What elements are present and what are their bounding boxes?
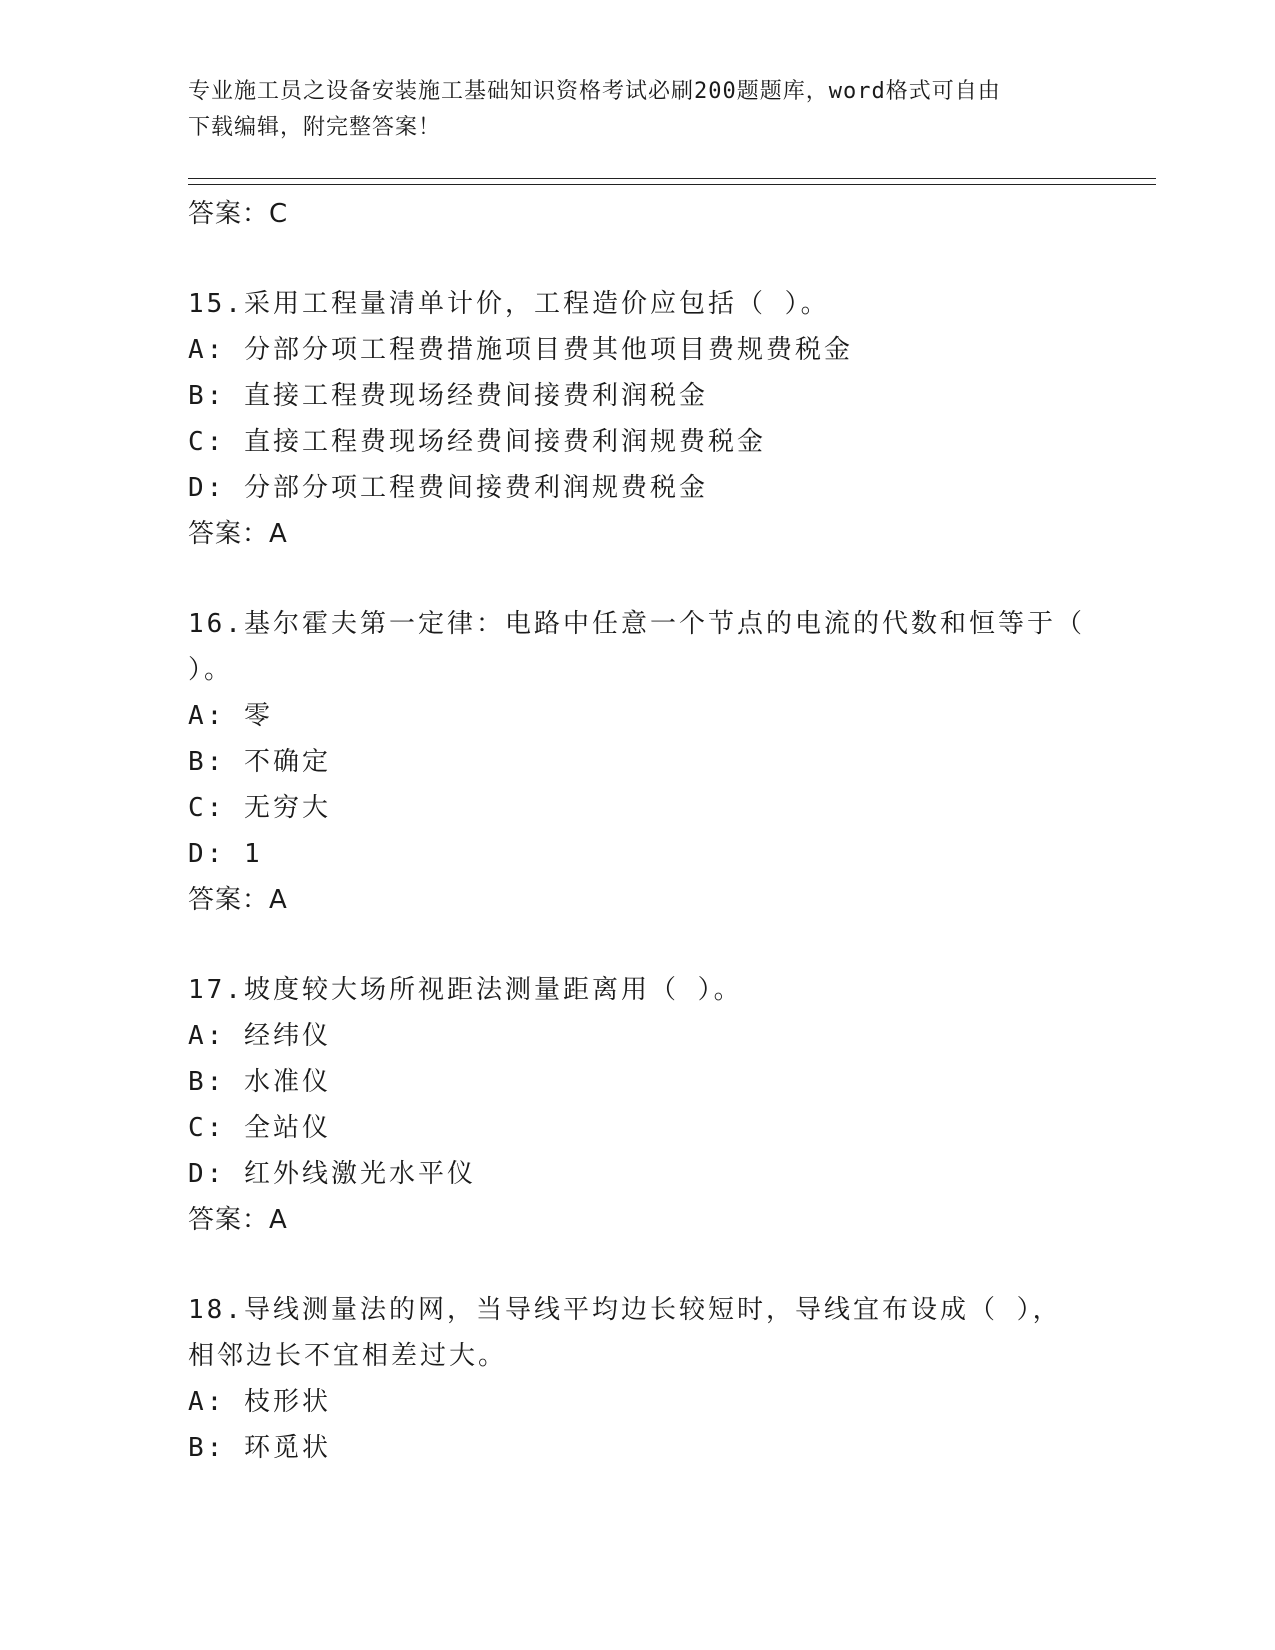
option-b: B: 水准仪 [188, 1067, 331, 1097]
option-a: A: 枝形状 [188, 1387, 331, 1417]
question-text-line-2: 相邻边长不宜相差过大。 [188, 1341, 508, 1371]
header-divider [188, 178, 1156, 185]
question-text-line-2: ）。 [188, 655, 234, 685]
document-header [188, 74, 1068, 146]
question-17 [188, 967, 1088, 1243]
option-a: A: 分部分项工程费措施项目费其他项目费规费税金 [188, 335, 853, 365]
header-line-2: 下载编辑，附完整答案！ [188, 115, 442, 140]
option-d: D: 1 [188, 839, 263, 869]
answer-14: 答案：C [188, 199, 289, 229]
question-18 [188, 1287, 1088, 1471]
option-b: B: 环觅状 [188, 1433, 331, 1463]
question-16 [188, 601, 1088, 923]
answer: 答案：A [188, 519, 288, 549]
option-a: A: 零 [188, 701, 273, 731]
answer: 答案：A [188, 1205, 288, 1235]
option-d: D: 分部分项工程费间接费利润规费税金 [188, 473, 708, 503]
option-c: C: 无穷大 [188, 793, 331, 823]
question-text: 15.采用工程量清单计价，工程造价应包括（ ）。 [188, 289, 830, 319]
option-b: B: 不确定 [188, 747, 331, 777]
question-text-line-1: 18.导线测量法的网，当导线平均边长较短时，导线宜布设成（ ）， [188, 1295, 1062, 1325]
option-c: C: 直接工程费现场经费间接费利润规费税金 [188, 427, 766, 457]
option-a: A: 经纬仪 [188, 1021, 331, 1051]
question-15 [188, 281, 1088, 557]
answer: 答案：A [188, 885, 288, 915]
option-c: C: 全站仪 [188, 1113, 331, 1143]
header-line-1: 专业施工员之设备安装施工基础知识资格考试必刷200题题库，word格式可自由 [188, 79, 1001, 104]
question-list [188, 191, 1088, 1471]
question-text-line-1: 16.基尔霍夫第一定律：电路中任意一个节点的电流的代数和恒等于（ [188, 609, 1085, 639]
option-d: D: 红外线激光水平仪 [188, 1159, 476, 1189]
question-text: 17.坡度较大场所视距法测量距离用（ ）。 [188, 975, 743, 1005]
option-b: B: 直接工程费现场经费间接费利润税金 [188, 381, 708, 411]
